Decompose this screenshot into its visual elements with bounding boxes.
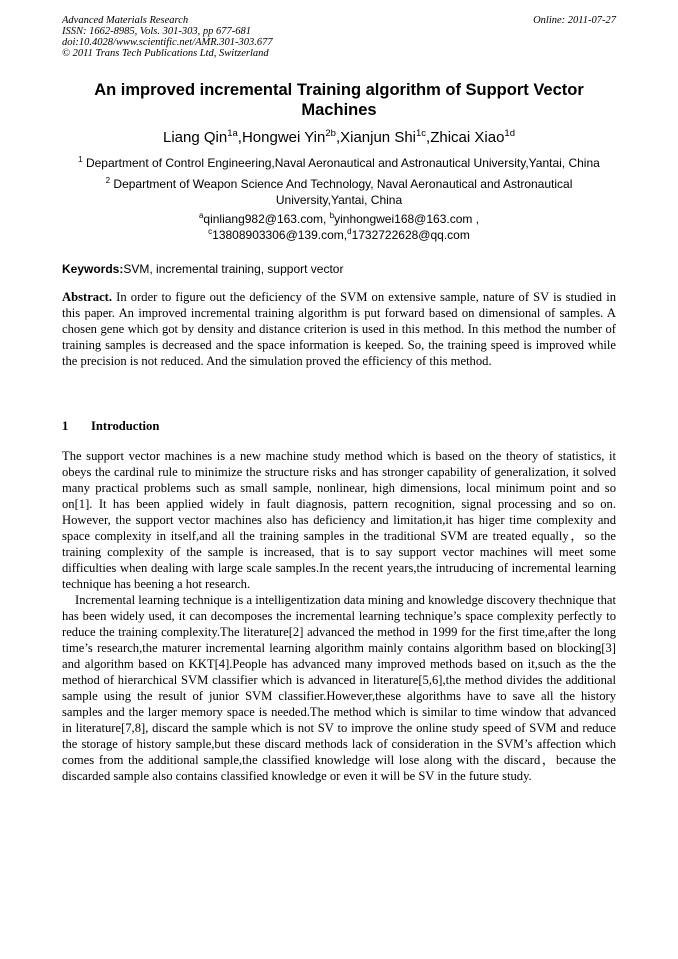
author-emails xyxy=(62,212,616,243)
email-c: 13808903306@139.com, xyxy=(212,227,348,242)
email-mark: d xyxy=(347,226,352,236)
author-name: Liang Qin xyxy=(163,129,228,146)
journal-name: Advanced Materials Research xyxy=(62,15,189,26)
author-separator: , xyxy=(335,129,341,146)
copyright-line: © 2011 Trans Tech Publications Ltd, Switzerland xyxy=(62,48,269,59)
email-line-2 xyxy=(62,228,616,244)
author-name: Hongwei Yin xyxy=(241,129,326,146)
introduction-body xyxy=(62,448,616,784)
section-number: 1 xyxy=(62,419,69,433)
email-line-1 xyxy=(62,212,616,228)
journal-header xyxy=(62,15,273,59)
email-d: 1732722628@qq.com xyxy=(351,227,470,242)
keywords-label: Keywords: xyxy=(62,262,124,276)
email-mark: c xyxy=(208,226,213,236)
keywords xyxy=(62,262,616,277)
email-mark: b xyxy=(329,211,335,220)
doi-line: doi:10.4028/www.scientific.net/AMR.301-303.677 xyxy=(62,37,273,48)
author-name: Xianjun Shi xyxy=(340,129,416,146)
affiliation-2 xyxy=(62,177,616,208)
author-list xyxy=(62,128,616,147)
affiliation-text: Department of Control Engineering,Naval Aeronautical and Astronautical University,Yantai, China xyxy=(85,156,600,170)
affiliation-1 xyxy=(62,156,616,172)
email-a: qinliang982@163.com, xyxy=(203,212,330,226)
online-date: Online: 2011-07-27 xyxy=(533,15,616,26)
keywords-text: SVM, incremental training, support vector xyxy=(123,262,344,276)
author-separator: , xyxy=(237,129,242,146)
author-separator: , xyxy=(426,129,431,146)
abstract-text: In order to figure out the deficiency of the SVM on extensive sample, nature of SV is studied in this paper. An improved incremental training algorithm is put forward based on dimensional of samples. A chosen gene which got by density and distance criterion is used in this method. In this method the number of training samples is decreased and the space information is keeped. So, the training speed is improved while the precision is not reduced. And the simulation proved the efficiency of this method. xyxy=(62,290,616,368)
author-affiliation-mark: 1d xyxy=(504,128,515,139)
abstract-label: Abstract. xyxy=(62,290,113,304)
section-title: Introduction xyxy=(91,419,160,433)
body-paragraph: Incremental learning technique is a intelligentization data mining and knowledge discovery thechnique that has been widely used, it can decomposes the incremental learning technique’s space complexity perfectly to reduce the training complexity.The literature[2] advanced the method in 1999 for the first time,after the long time’s research,the maturer incremental learning algorithm mainly contains algorithm based on blocking[3] and algorithm based on KKT[4].People has advanced many improved methods based on it,such as the the method of hierarchical SVM classifier which is advanced in literature[5,6],the method divides the additional sample using the result of junior SVM classifier.However,these algorithms have to save all the history samples and the larger memory space is needed.The method which is similar to time window that advanced in literature[7,8], discard the sample which is not SV to improve the online study speed of SVM and reduce the storage of history sample,but these discard methods lack of consideration in the SVM’s affection which comes from the additional sample,the classified knowledge will lose along with the discard，because the discarded sample also contains classified knowledge or even it will be SV in the future study. xyxy=(62,593,616,783)
abstract xyxy=(62,289,616,369)
issn-line: ISSN: 1662-8985, Vols. 301-303, pp 677-681 xyxy=(62,26,251,37)
email-mark: a xyxy=(198,211,204,220)
author-affiliation-mark: 1c xyxy=(416,128,427,139)
body-paragraph: The support vector machines is a new machine study method which is based on the theory of statistics, it obeys the cardinal rule to minimize the structure risks and has stronger capability of generalization, it solved many practical problems such as small sample, nonlinear, high dimensions, local minimum point and so on[1]. It has been applied widely in fault diagnosis, pattern recognition, signal processing and so on. However, the support vector machines also has deficiency and limitation,it has higer time complexity and space complexity in itself,and all the training samples in the traditional SVM are treated equally，so the training complexity of the sample is increased, that is to say support vector machines will meet some difficulties when dealing with large scale samples.In the recent years,the intruducing of incremental learning technique has beening a hot research. xyxy=(62,449,616,591)
affiliation-text: Department of Weapon Science And Technology, Naval Aeronautical and Astronautical University,Yantai, China xyxy=(113,177,573,207)
affiliation-mark: 2 xyxy=(105,176,111,185)
author-affiliation-mark: 2b xyxy=(325,128,336,139)
author-name: Zhicai Xiao xyxy=(430,129,505,146)
section-heading xyxy=(62,418,159,434)
email-b: yinhongwei168@163.com , xyxy=(334,212,480,226)
author-affiliation-mark: 1a xyxy=(227,128,238,139)
affiliation-mark: 1 xyxy=(78,155,83,164)
paper-title: An improved incremental Training algorithm of Support Vector Machines xyxy=(94,81,584,119)
